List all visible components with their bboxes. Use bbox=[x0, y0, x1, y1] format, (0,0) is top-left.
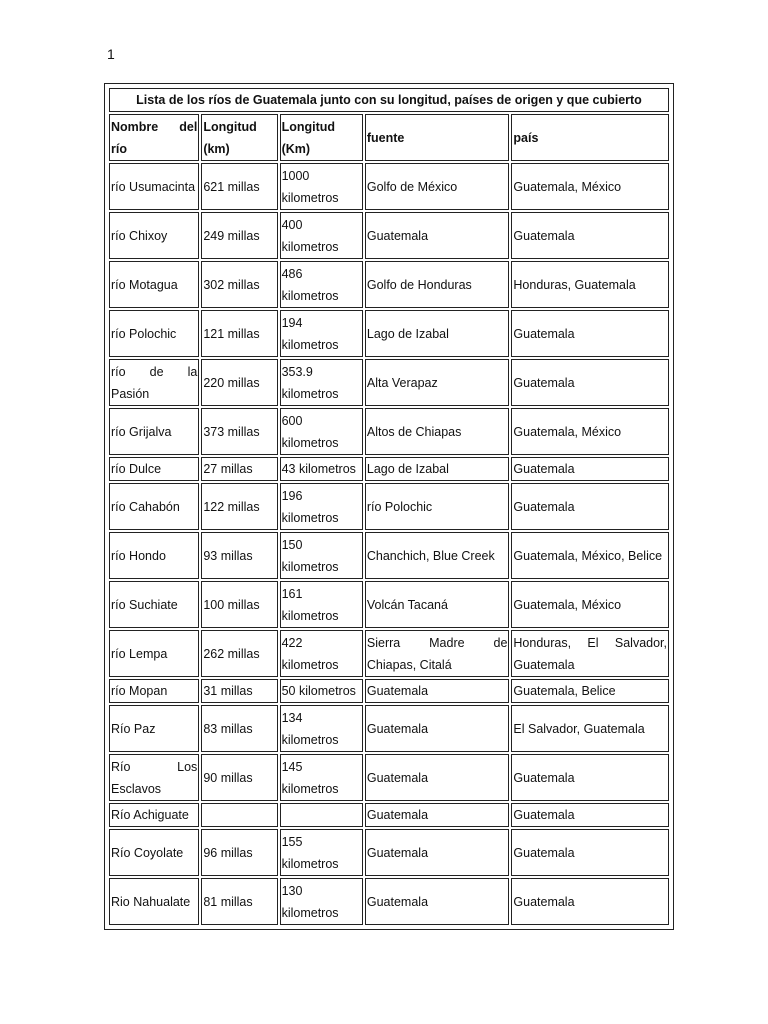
table-row bbox=[109, 581, 669, 628]
header-pais: país bbox=[511, 114, 669, 161]
cell-longitud-km bbox=[280, 803, 363, 827]
cell-fuente: río Polochic bbox=[365, 483, 510, 530]
table-row bbox=[109, 803, 669, 827]
cell-longitud-km: 161 kilometros bbox=[280, 581, 363, 628]
cell-longitud-millas: 100 millas bbox=[201, 581, 277, 628]
cell-pais: Guatemala bbox=[511, 457, 669, 481]
cell-pais: Guatemala bbox=[511, 803, 669, 827]
cell-longitud-km: 422 kilometros bbox=[280, 630, 363, 677]
cell-nombre: río Polochic bbox=[109, 310, 199, 357]
table-row bbox=[109, 878, 669, 925]
table-caption: Lista de los ríos de Guatemala junto con su longitud, países de origen y que cubierto bbox=[109, 88, 669, 112]
cell-nombre: río Mopan bbox=[109, 679, 199, 703]
table-row bbox=[109, 679, 669, 703]
cell-longitud-km: 50 kilometros bbox=[280, 679, 363, 703]
table-row bbox=[109, 408, 669, 455]
table-row bbox=[109, 261, 669, 308]
cell-longitud-millas: 262 millas bbox=[201, 630, 277, 677]
cell-longitud-millas: 302 millas bbox=[201, 261, 277, 308]
table-row bbox=[109, 359, 669, 406]
table-row bbox=[109, 163, 669, 210]
cell-nombre: río Chixoy bbox=[109, 212, 199, 259]
cell-longitud-millas: 96 millas bbox=[201, 829, 277, 876]
cell-nombre: río Motagua bbox=[109, 261, 199, 308]
cell-fuente: Volcán Tacaná bbox=[365, 581, 510, 628]
cell-nombre: Río Los Esclavos bbox=[109, 754, 199, 801]
cell-longitud-km: 43 kilometros bbox=[280, 457, 363, 481]
cell-longitud-km: 400 kilometros bbox=[280, 212, 363, 259]
cell-longitud-millas: 122 millas bbox=[201, 483, 277, 530]
cell-pais: Honduras, Guatemala bbox=[511, 261, 669, 308]
cell-fuente: Guatemala bbox=[365, 679, 510, 703]
header-longitud-millas: Longitud (km) bbox=[201, 114, 277, 161]
cell-longitud-km: 600 kilometros bbox=[280, 408, 363, 455]
cell-pais: Guatemala bbox=[511, 878, 669, 925]
cell-nombre: Río Achiguate bbox=[109, 803, 199, 827]
cell-longitud-millas: 27 millas bbox=[201, 457, 277, 481]
table-row bbox=[109, 829, 669, 876]
cell-fuente: Sierra Madre de Chiapas, Citalá bbox=[365, 630, 510, 677]
cell-nombre: río Usumacinta bbox=[109, 163, 199, 210]
table-body bbox=[109, 163, 669, 925]
cell-longitud-millas: 220 millas bbox=[201, 359, 277, 406]
cell-longitud-km: 194 kilometros bbox=[280, 310, 363, 357]
cell-pais: Honduras, El Salvador, Guatemala bbox=[511, 630, 669, 677]
cell-longitud-km: 134 kilometros bbox=[280, 705, 363, 752]
cell-fuente: Golfo de Honduras bbox=[365, 261, 510, 308]
table-header-row bbox=[109, 114, 669, 161]
cell-longitud-km: 486 kilometros bbox=[280, 261, 363, 308]
cell-longitud-millas: 31 millas bbox=[201, 679, 277, 703]
header-longitud-km: Longitud (Km) bbox=[280, 114, 363, 161]
cell-longitud-km: 130 kilometros bbox=[280, 878, 363, 925]
cell-pais: Guatemala, México bbox=[511, 408, 669, 455]
cell-fuente: Alta Verapaz bbox=[365, 359, 510, 406]
cell-longitud-km: 155 kilometros bbox=[280, 829, 363, 876]
cell-pais: Guatemala bbox=[511, 310, 669, 357]
cell-fuente: Chanchich, Blue Creek bbox=[365, 532, 510, 579]
cell-pais: Guatemala bbox=[511, 359, 669, 406]
cell-longitud-millas: 249 millas bbox=[201, 212, 277, 259]
cell-fuente: Guatemala bbox=[365, 878, 510, 925]
cell-longitud-km: 145 kilometros bbox=[280, 754, 363, 801]
cell-fuente: Guatemala bbox=[365, 803, 510, 827]
cell-longitud-millas: 83 millas bbox=[201, 705, 277, 752]
table-row bbox=[109, 630, 669, 677]
cell-pais: Guatemala, México bbox=[511, 163, 669, 210]
cell-pais: El Salvador, Guatemala bbox=[511, 705, 669, 752]
cell-nombre: río Dulce bbox=[109, 457, 199, 481]
header-fuente: fuente bbox=[365, 114, 510, 161]
table-row bbox=[109, 310, 669, 357]
cell-longitud-millas bbox=[201, 803, 277, 827]
cell-nombre: río Lempa bbox=[109, 630, 199, 677]
table-row bbox=[109, 483, 669, 530]
cell-nombre: río Suchiate bbox=[109, 581, 199, 628]
cell-fuente: Lago de Izabal bbox=[365, 457, 510, 481]
table-row bbox=[109, 754, 669, 801]
cell-fuente: Lago de Izabal bbox=[365, 310, 510, 357]
cell-longitud-millas: 81 millas bbox=[201, 878, 277, 925]
table-row bbox=[109, 532, 669, 579]
rivers-table-frame bbox=[104, 83, 674, 930]
cell-fuente: Guatemala bbox=[365, 212, 510, 259]
cell-longitud-km: 196 kilometros bbox=[280, 483, 363, 530]
cell-longitud-millas: 121 millas bbox=[201, 310, 277, 357]
cell-pais: Guatemala, México, Belice bbox=[511, 532, 669, 579]
cell-nombre: río Hondo bbox=[109, 532, 199, 579]
cell-fuente: Guatemala bbox=[365, 829, 510, 876]
cell-fuente: Altos de Chiapas bbox=[365, 408, 510, 455]
header-nombre: Nombre del río bbox=[109, 114, 199, 161]
cell-nombre: río Grijalva bbox=[109, 408, 199, 455]
cell-pais: Guatemala, México bbox=[511, 581, 669, 628]
cell-nombre: Río Paz bbox=[109, 705, 199, 752]
cell-longitud-millas: 373 millas bbox=[201, 408, 277, 455]
cell-pais: Guatemala bbox=[511, 829, 669, 876]
cell-longitud-km: 150 kilometros bbox=[280, 532, 363, 579]
cell-nombre: río de la Pasión bbox=[109, 359, 199, 406]
cell-pais: Guatemala bbox=[511, 212, 669, 259]
table-row bbox=[109, 212, 669, 259]
cell-nombre: río Cahabón bbox=[109, 483, 199, 530]
cell-pais: Guatemala, Belice bbox=[511, 679, 669, 703]
cell-longitud-km: 1000 kilometros bbox=[280, 163, 363, 210]
cell-longitud-millas: 90 millas bbox=[201, 754, 277, 801]
cell-nombre: Río Coyolate bbox=[109, 829, 199, 876]
cell-fuente: Golfo de México bbox=[365, 163, 510, 210]
cell-nombre: Rio Nahualate bbox=[109, 878, 199, 925]
table-row bbox=[109, 705, 669, 752]
cell-fuente: Guatemala bbox=[365, 754, 510, 801]
page-number: 1 bbox=[107, 46, 115, 62]
cell-longitud-millas: 93 millas bbox=[201, 532, 277, 579]
cell-longitud-km: 353.9 kilometros bbox=[280, 359, 363, 406]
cell-longitud-millas: 621 millas bbox=[201, 163, 277, 210]
cell-fuente: Guatemala bbox=[365, 705, 510, 752]
table-row bbox=[109, 457, 669, 481]
rivers-table bbox=[107, 86, 671, 927]
cell-pais: Guatemala bbox=[511, 754, 669, 801]
cell-pais: Guatemala bbox=[511, 483, 669, 530]
